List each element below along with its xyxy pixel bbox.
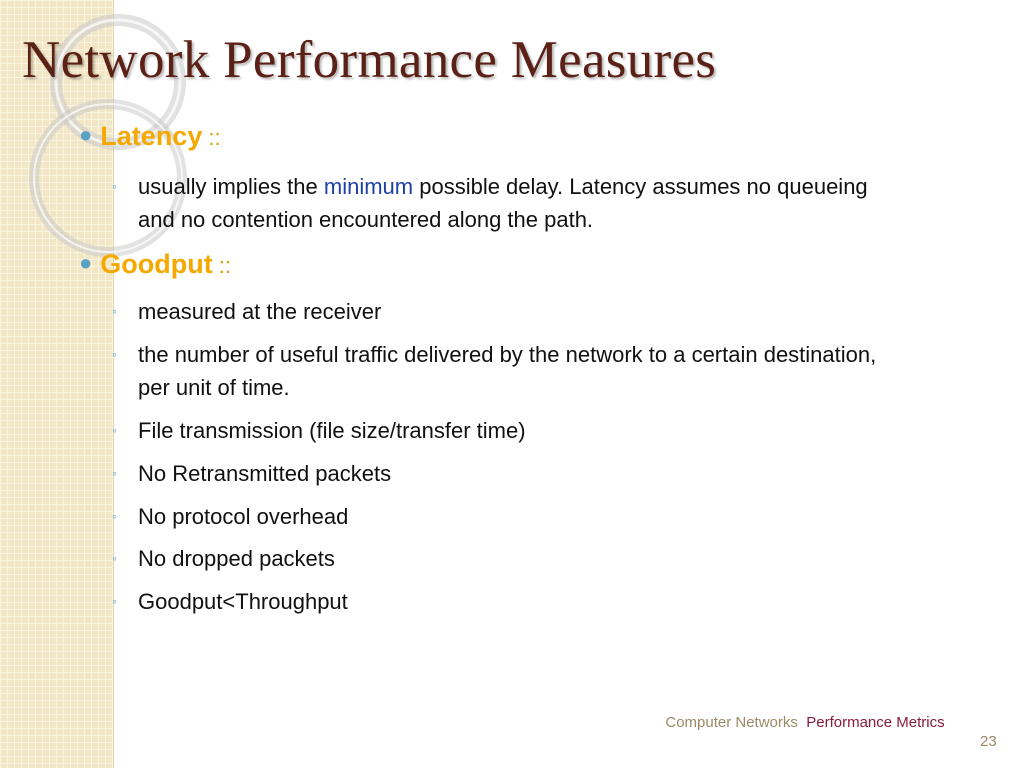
sub-bullet-icon: ◦	[112, 178, 117, 194]
sub-bullet-icon: ◦	[112, 550, 117, 566]
sub-bullet-icon: ◦	[112, 303, 117, 319]
list-item	[112, 585, 902, 618]
latency-text-before: usually implies the	[138, 174, 324, 199]
section-heading-goodput	[79, 249, 231, 280]
sub-bullet-icon: ◦	[112, 508, 117, 524]
sub-bullet-icon: ◦	[112, 465, 117, 481]
sub-bullet-icon: ◦	[112, 346, 117, 362]
sub-bullet-icon: ◦	[112, 422, 117, 438]
list-item	[112, 500, 902, 533]
section-heading-label: Goodput	[100, 249, 213, 279]
list-item-text: File transmission (file size/transfer time)	[138, 418, 526, 443]
list-item	[112, 457, 902, 490]
page-number: 23	[980, 733, 997, 750]
sub-bullet-icon: ◦	[112, 593, 117, 609]
list-item	[112, 338, 902, 404]
section-heading-label: Latency	[100, 121, 203, 151]
list-item-text: measured at the receiver	[138, 299, 382, 324]
list-item	[112, 170, 902, 236]
bullet-dot-icon: ●	[79, 122, 93, 147]
section-separator: ::	[208, 125, 221, 150]
footer-course: Computer Networks	[665, 714, 798, 731]
list-item-text: No Retransmitted packets	[138, 461, 392, 486]
list-item	[112, 414, 902, 447]
footer-topic: Performance Metrics	[806, 714, 945, 731]
list-item	[112, 295, 902, 328]
list-item-text	[138, 170, 902, 236]
section-heading-latency	[79, 121, 221, 152]
latency-highlight: minimum	[323, 174, 414, 199]
slide-title: Network Performance Measures	[22, 31, 717, 89]
list-item-text: the number of useful traffic delivered by the network to a certain destination, per unit of time.	[138, 342, 877, 400]
slide-footer	[640, 712, 970, 733]
list-item-text: No dropped packets	[138, 546, 335, 571]
latency-text-after: possible delay. Latency assumes no queueing and no contention encountered along the path.	[138, 174, 868, 232]
section-separator: ::	[218, 253, 231, 278]
list-item	[112, 542, 902, 575]
list-item-text: No protocol overhead	[138, 504, 349, 529]
list-item-text: Goodput<Throughput	[138, 589, 348, 614]
bullet-dot-icon: ●	[79, 250, 93, 275]
